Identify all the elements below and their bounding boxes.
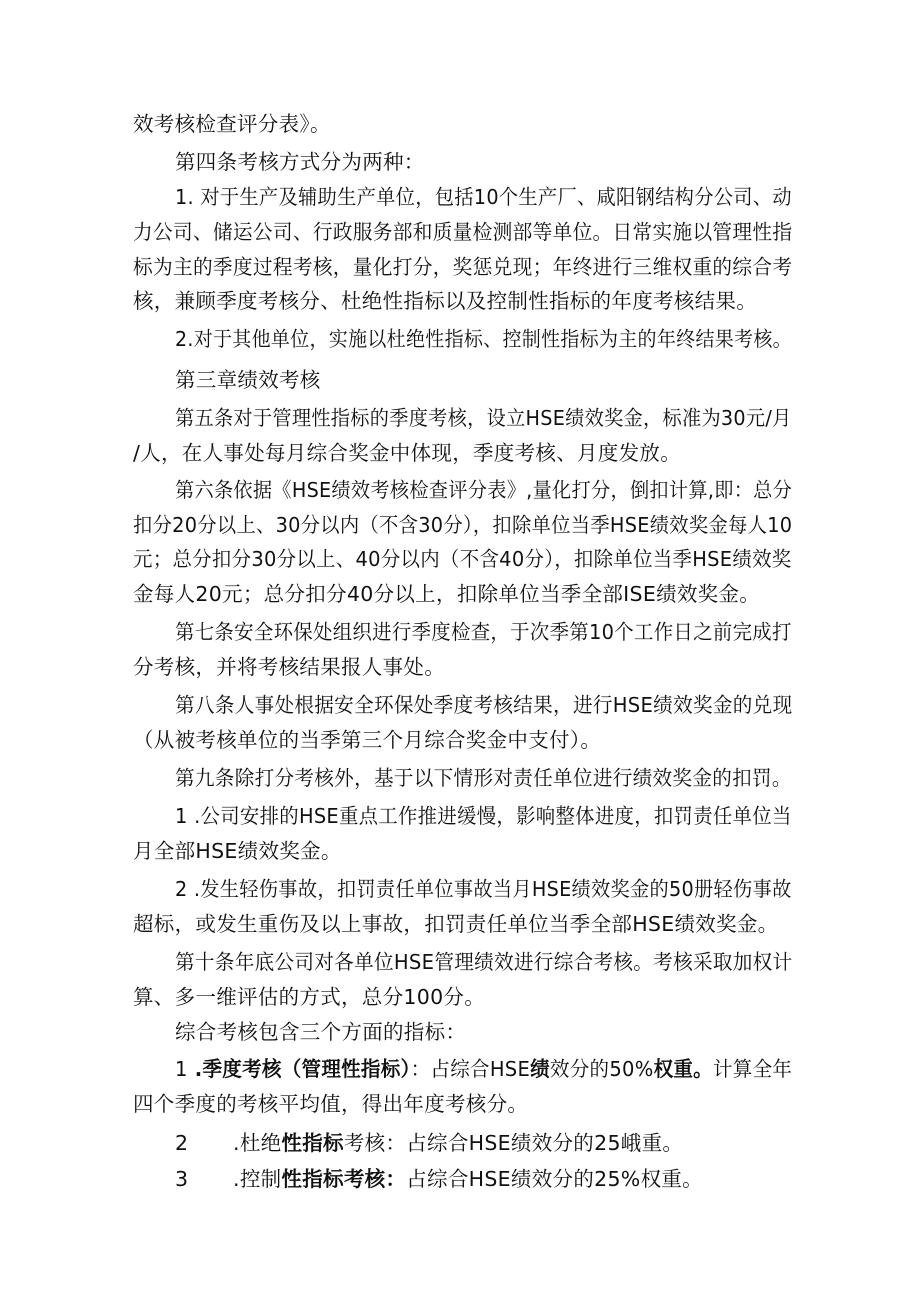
item-3 bbox=[175, 1166, 703, 1192]
text-line: 超标，或发生重伤及以上事故，扣罚责任单位当季全部HSE绩效奖金。 bbox=[133, 912, 779, 936]
item-2-bold: 性指标 bbox=[281, 1131, 344, 1155]
text-line: 力公司、储运公司、行政服务部和质量检测部等单位。日常实施以管理性指 bbox=[133, 220, 793, 244]
text-line: 核，兼顾季度考核分、杜绝性指标以及控制性指标的年度考核结果。 bbox=[133, 289, 757, 313]
text-line: 第八条人事处根据安全环保处季度考核结果，进行HSE绩效奖金的兑现 bbox=[175, 693, 793, 717]
item-1-number: 1 bbox=[175, 1057, 188, 1081]
text-line: 1 .公司安排的HSE重点工作推进缓慢，影响整体进度，扣罚责任单位当 bbox=[175, 804, 792, 828]
item-1-text-2: 效分的50% bbox=[549, 1057, 654, 1081]
text-line: 1. 对于生产及辅助生产单位，包括10个生产厂、咸阳钢结构分公司、动 bbox=[175, 185, 792, 209]
item-2-number: 2 bbox=[175, 1131, 189, 1155]
text-line: （从被考核单位的当季第三个月综合奖金中支付）。 bbox=[133, 728, 602, 752]
item-1-title: .季度考核（管理性指标） bbox=[187, 1057, 411, 1081]
item-1-text: ：占综合HSE bbox=[410, 1057, 531, 1081]
text-line: 2 .发生轻伤事故，扣罚责任单位事故当月HSE绩效奖金的50册轻伤事故 bbox=[175, 877, 792, 901]
item-2 bbox=[175, 1130, 683, 1156]
text-line: 第四条考核方式分为两种： bbox=[175, 150, 425, 174]
text-line: 第六条依据《HSE绩效考核检查评分表》,量化打分，倒扣计算,即：总分 bbox=[175, 478, 793, 502]
item-2-prefix: .杜绝 bbox=[233, 1131, 282, 1155]
text-line: 金每人20元；总分扣分40分以上，扣除单位当季全部ISE绩效奖金。 bbox=[133, 582, 761, 606]
section-heading: 第三章绩效考核 bbox=[175, 368, 321, 392]
text-line: 第五条对于管理性指标的季度考核，设立HSE绩效奖金，标准为30元/月 bbox=[175, 406, 792, 430]
text-line: 分考核，并将考核结果报人事处。 bbox=[133, 655, 445, 679]
text-line: 元；总分扣分30分以上、40分以内（不含40分），扣除单位当季HSE绩效奖 bbox=[133, 547, 792, 571]
text-line: 综合考核包含三个方面的指标： bbox=[175, 1020, 467, 1044]
item-3-number: 3 bbox=[175, 1167, 189, 1191]
text-line: 2.对于其他单位，实施以杜绝性指标、控制性指标为主的年终结果考核。 bbox=[175, 327, 792, 351]
item-1-bold: 绩 bbox=[530, 1057, 550, 1081]
item-1-text-3: 计算全年 bbox=[712, 1057, 793, 1081]
text-line: 效考核检查评分表》。 bbox=[133, 112, 331, 136]
text-line: /人，在人事处每月综合奖金中体现，季度考核、月度发放。 bbox=[133, 441, 682, 465]
item-3-prefix: .控制 bbox=[233, 1167, 282, 1191]
item-1 bbox=[175, 1056, 792, 1082]
item-3-text: 占综合HSE绩效分的25%权重。 bbox=[406, 1167, 703, 1191]
text-line: 月全部HSE绩效奖金。 bbox=[133, 839, 342, 863]
item-1-continuation: 四个季度的考核平均值，得出年度考核分。 bbox=[133, 1092, 529, 1116]
item-2-text: 考核：占综合HSE绩效分的25峨重。 bbox=[343, 1131, 684, 1155]
text-line: 扣分20分以上、30分以内（不含30分），扣除单位当季HSE绩效奖金每人10 bbox=[133, 513, 793, 537]
text-line: 标为主的季度过程考核，量化打分，奖惩兑现；年终进行三维权重的综合考 bbox=[133, 255, 793, 279]
text-line: 算、多一维评估的方式，总分100分。 bbox=[133, 985, 486, 1009]
text-line: 第十条年底公司对各单位HSE管理绩效进行综合考核。考核采取加权计 bbox=[175, 950, 793, 974]
text-line: 第七条安全环保处组织进行季度检查，于次季第10个工作日之前完成打 bbox=[175, 620, 792, 644]
item-1-weight: 权重。 bbox=[653, 1057, 713, 1081]
item-3-bold: 性指标考核： bbox=[281, 1167, 407, 1191]
text-line: 第九条除打分考核外，基于以下情形对责任单位进行绩效奖金的扣罚。 bbox=[175, 766, 792, 790]
